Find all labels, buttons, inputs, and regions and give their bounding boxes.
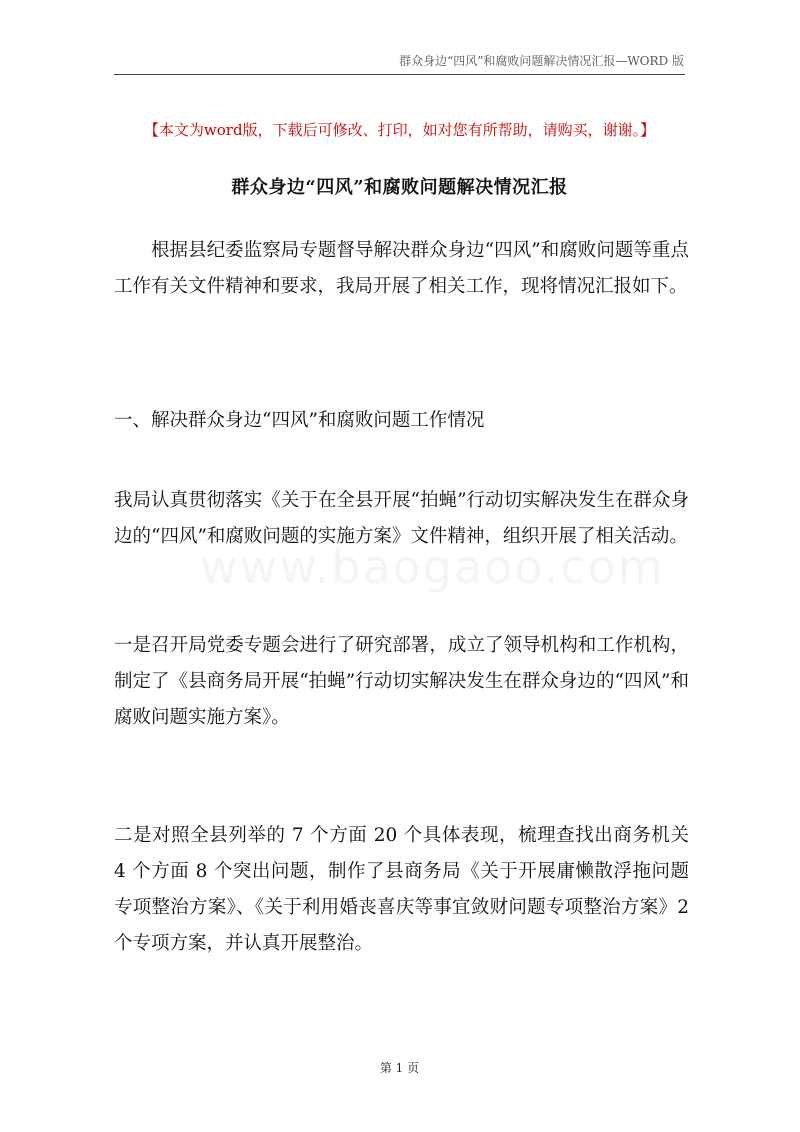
body-paragraph-3: 二是对照全县列举的 7 个方面 20 个具体表现，梳理查找出商务机关 4 个方面 8 个突出问题，制作了县商务局《关于开展庸懒散浮拖问题专项整治方案》、《关于利用婚丧喜庆等事宜敛财问题专项整治方案》2 个专项方案，并认真开展整治。	[114, 825, 689, 954]
running-header: 群众身边“四风”和腐败问题解决情况汇报—WORD 版	[399, 54, 684, 68]
body-paragraph-1: 我局认真贯彻落实《关于在全县开展“拍蝇”行动切实解决发生在群众身边的“四风”和腐败问题的实施方案》文件精神，组织开展了相关活动。	[114, 490, 689, 547]
document-title: 群众身边“四风”和腐败问题解决情况汇报	[231, 177, 568, 198]
header-divider	[114, 74, 685, 75]
body-paragraph-2: 一是召开局党委专题会进行了研究部署，成立了领导机构和工作机构，制定了《县商务局开展“拍蝇”行动切实解决发生在群众身边的“四风”和腐败问题实施方案》。	[114, 635, 689, 728]
section-heading: 一、解决群众身边“四风”和腐败问题工作情况	[114, 410, 485, 431]
download-notice: 【本文为word版，下载后可修改、打印，如对您有所帮助，请购买，谢谢。】	[143, 121, 656, 139]
page-number: 第 1 页	[379, 1061, 420, 1075]
intro-paragraph: 根据县纪委监察局专题督导解决群众身边“四风”和腐败问题等重点工作有关文件精神和要求，我局开展了相关工作，现将情况汇报如下。	[114, 240, 689, 297]
